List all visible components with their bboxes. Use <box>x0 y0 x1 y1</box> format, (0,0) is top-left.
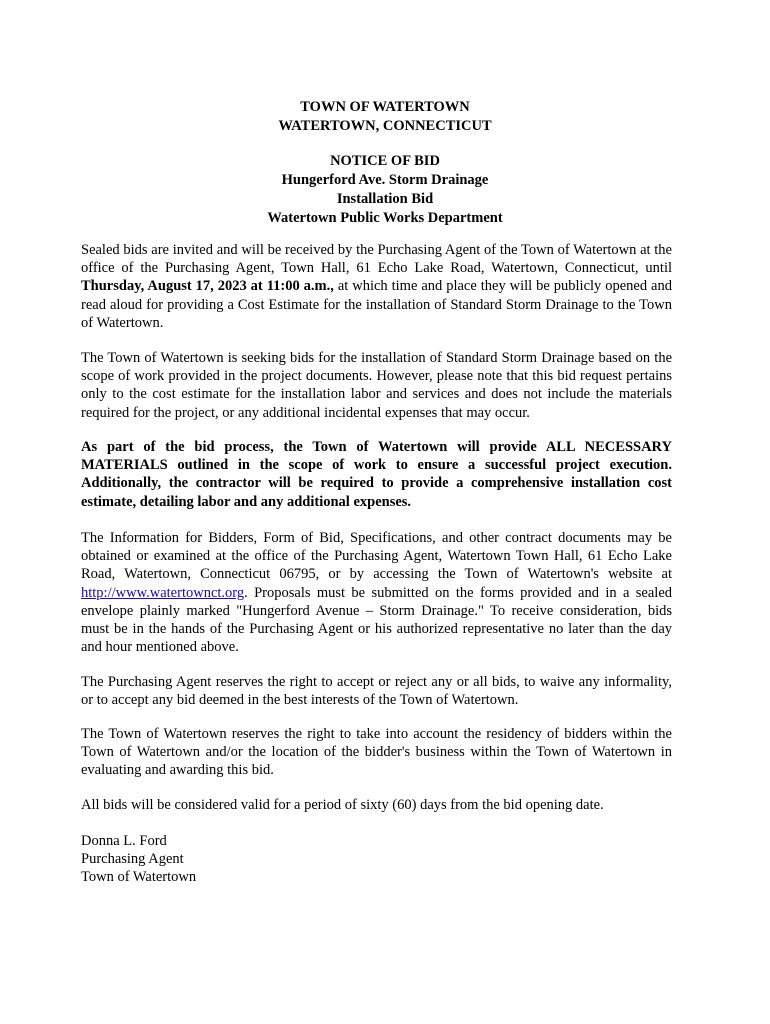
materials-notice-text: As part of the bid process, the Town of Watertown will provide ALL NECESSARY MATERIALS outlined in the scope of work to ensure a successful project execution. Additionally, the contractor will be required to provide a comprehensive installation cost estimate, detailing labor and any additional expenses. <box>81 439 672 510</box>
department-name: Watertown Public Works Department <box>267 210 503 226</box>
invitation-text-cont: at which time and place they will be publicly opened and read aloud for providing a Cost Estimate for the installation of Standard Storm Drainage to the Town of Watertown. <box>81 278 672 331</box>
town-location: WATERTOWN, CONNECTICUT <box>278 118 492 134</box>
documents-text: The Information for Bidders, Form of Bid, Specifications, and other contract documents may be obtained or examined at the office of the Purchasing Agent, Watertown Town Hall, 61 Echo Lake Road, Watertown, Connecticut 06795, or by accessing the Town of Watertown's website at <box>81 530 672 583</box>
paragraph-documents <box>81 529 672 656</box>
paragraph-residency <box>81 725 672 780</box>
paragraph-scope <box>81 349 672 422</box>
residency-text: The Town of Watertown reserves the right to take into account the residency of bidders within the Town of Watertown and/or the location of the bidder's business within the Town of Watertown in evaluating and awarding this bid. <box>81 726 672 779</box>
notice-subtitle: Installation Bid <box>336 191 434 207</box>
notice-header <box>0 152 770 228</box>
validity-text: All bids will be considered valid for a period of sixty (60) days from the bid opening date. <box>81 797 604 813</box>
signatory-title: Purchasing Agent <box>81 851 184 868</box>
bid-deadline: Thursday, August 17, 2023 at 11:00 a.m., <box>81 278 334 295</box>
signatory-name: Donna L. Ford <box>81 833 167 849</box>
paragraph-reservation-rights <box>81 673 672 709</box>
scope-text: The Town of Watertown is seeking bids for the installation of Standard Storm Drainage based on the scope of work provided in the project documents. However, please note that this bid request pertains only to the cost estimate for the installation labor and services and does not include the materials required for the project, or any additional incidental expenses that may occur. <box>81 350 672 421</box>
town-name: TOWN OF WATERTOWN <box>300 99 470 115</box>
paragraph-bid-invitation <box>81 241 672 332</box>
documents-text-cont: . Proposals must be submitted on the forms provided and in a sealed envelope plainly marked "Hungerford Avenue – Storm Drainage." To receive consideration, bids must be in the hands of the Purchasing Agent or his authorized representative no later than the day and hour mentioned above. <box>81 584 672 656</box>
paragraph-validity <box>81 796 672 814</box>
notice-title: NOTICE OF BID <box>330 153 440 169</box>
organization-header <box>0 98 770 136</box>
website-link[interactable]: http://www.watertownct.org <box>81 584 245 601</box>
signatory-org: Town of Watertown <box>81 869 197 886</box>
reservation-text: The Purchasing Agent reserves the right to accept or reject any or all bids, to waive any informality, or to accept any bid deemed in the best interests of the Town of Watertown. <box>81 674 672 709</box>
signature-block <box>81 832 672 887</box>
paragraph-materials-notice <box>81 438 672 511</box>
invitation-text: Sealed bids are invited and will be received by the Purchasing Agent of the Town of Watertown at the office of the Purchasing Agent, Town Hall, 61 Echo Lake Road, Watertown, Connecticut, until <box>81 242 672 277</box>
project-name: Hungerford Ave. Storm Drainage <box>281 172 489 188</box>
